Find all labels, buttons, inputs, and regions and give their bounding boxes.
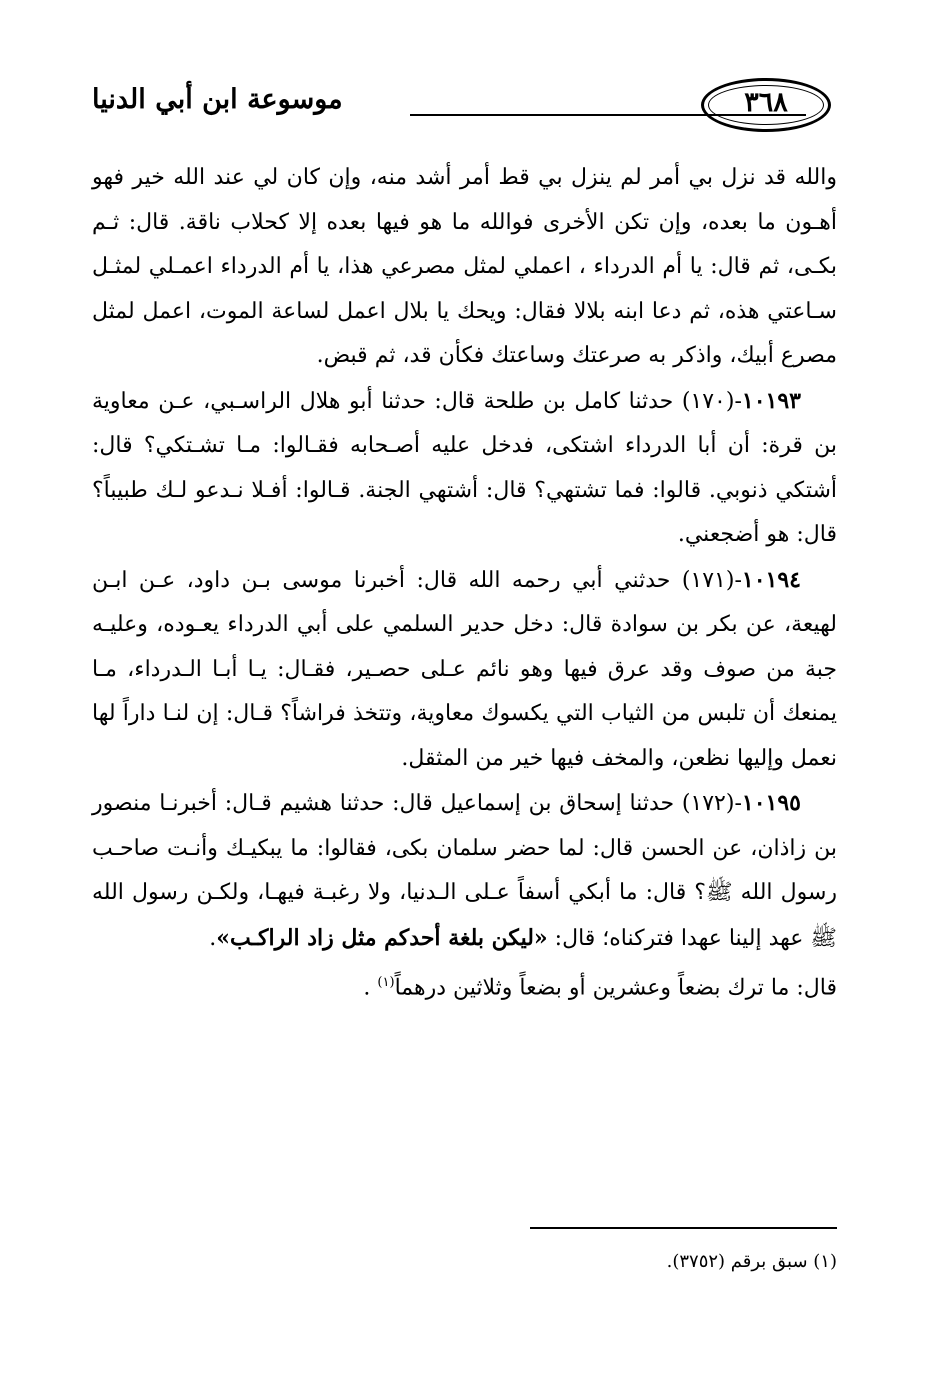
report-number: ١٠١٩٣ (741, 387, 801, 414)
book-title: موسوعة ابن أبي الدنيا (92, 84, 343, 115)
report-text: -(١٧٠) حدثنا كامل بن طلحة قال: حدثنا أبو هلال الراسـبي، عـن معاوية بن قرة: أن أبا الدرداء اشتكى، فدخل عليه أصـحابه فقـالوا: مـا تشـتكي؟ قال: أشتكي ذنوبي. قالوا: فما تشتهي؟ قال: أشتهي الجنة. قـالوا: أفـلا نـدعو لـك طبيباً؟ قال: هو أضجعني. (92, 388, 837, 547)
report-text: -(١٧١) حدثني أبي رحمه الله قال: أخبرنا موسى بـن داود، عـن ابـن لهيعة، عن بكر بن سوادة قال: دخل حدير السلمي على أبي الدرداء يعـوده، وعليـه جبة من صوف وقد عرق فيها وهو نائم عـلى حصـير، فقـال: يـا أبـا الـدرداء، مـا يمنعك أن تلبس من الثياب التي يكسوك معاوية، وتتخذ فراشاً؟ قـال: إن لنـا داراً لها نعمل وإليها نظعن، والمخف فيها خير من المثقل. (92, 567, 837, 771)
paragraph-10193 (92, 379, 837, 558)
paragraph-10194 (92, 558, 837, 782)
report-text: -(١٧٢) حدثنا إسحاق بن إسماعيل قال: حدثنا هشيم قـال: أخبرنـا منصور بن زاذان، عن الحسن قال: لما حضر سلمان بكى، فقالوا: ما يبكيـك وأنـت صاحـب رسول الله ﷺ؟ قال: ما أبكي أسفاً عـلى الـدنيا، ولا رغبـة فيهـا، ولكـن رسول الله ﷺ عهد إلينا عهدا فتركناه؛ قال: (92, 791, 837, 951)
paragraph-continued: والله قد نزل بي أمر لم ينزل بي قط أمر أشد منه، وإن كان لي عند الله خير فهو أهـون ما بعده، وإن تكن الأخرى فوالله ما هو فيها بعده إلا كحلاب ناقة. قال: ثـم بكـى، ثم قال: يا أم الدرداء ، اعملي لمثل مصرعي هذا، يا أم الدرداء اعمـلي لمثـل سـاعتي هذه، ثم دعا ابنه بلالا فقال: ويحك يا بلال اعمل لساعة الموت، اعمل لمثل مصرع أبيك، واذكر به صرعتك وساعتك فكأن قد، ثم قبض. (92, 165, 838, 368)
footnote-separator (530, 1227, 837, 1229)
page-header (92, 78, 837, 136)
report-number: ١٠١٩٥ (741, 790, 801, 816)
hadith-quote: «ليكن بلغة أحدكم مثل زاد الراكـب» (216, 924, 548, 951)
page-number: ٣٦٨ (744, 87, 788, 118)
main-text (92, 156, 837, 1011)
paragraph-10195 (92, 781, 837, 961)
sentence-end: . (363, 975, 371, 1001)
footnote-reference: (١) (377, 975, 395, 990)
paragraph-closing (92, 961, 837, 1011)
page-number-badge (701, 78, 831, 132)
footnote: (١) سبق برقم (٣٧٥٢). (666, 1251, 837, 1272)
report-number: ١٠١٩٤ (741, 566, 801, 593)
closing-text: قال: ما ترك بضعاً وعشرين أو بضعاً وثلاثين درهماً (394, 975, 837, 1001)
sentence-end: . (209, 925, 217, 951)
